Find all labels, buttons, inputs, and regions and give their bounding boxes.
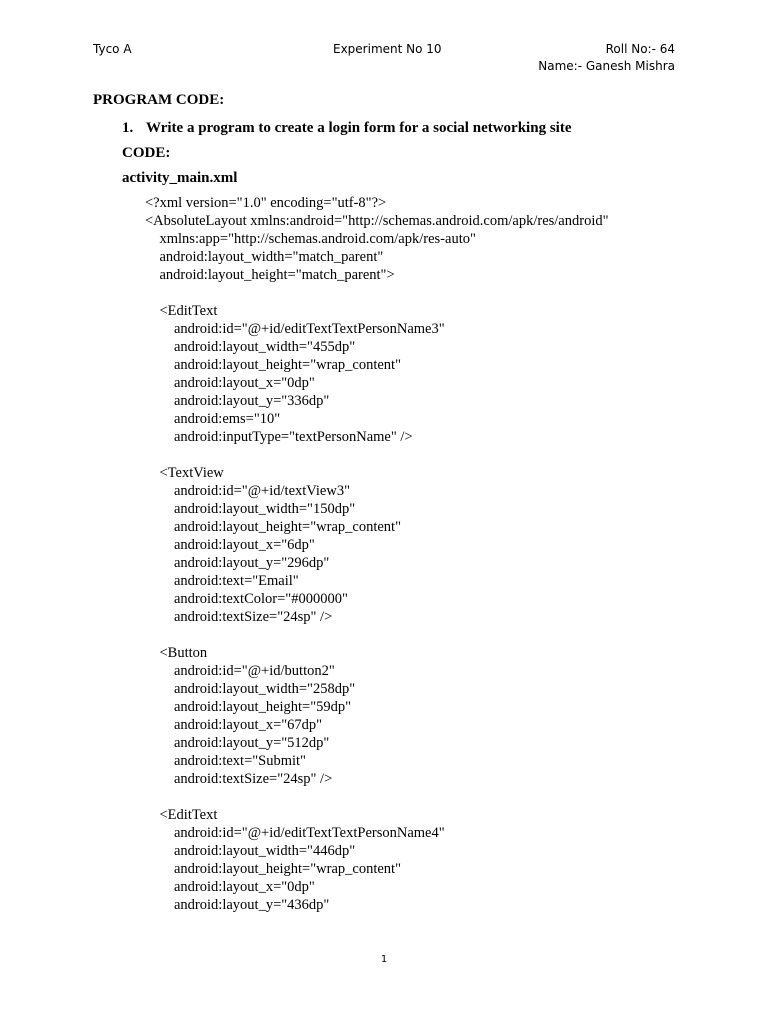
code-line: android:id="@+id/textView3"	[145, 483, 350, 499]
code-line: <EditText	[145, 303, 218, 319]
header-class: Tyco A	[93, 42, 132, 56]
code-block	[145, 194, 705, 914]
code-line: android:layout_x="0dp"	[145, 879, 315, 895]
page-number: 1	[380, 954, 388, 965]
code-line: android:layout_x="67dp"	[145, 717, 323, 733]
code-line: android:id="@+id/editTextTextPersonName3"	[145, 321, 445, 337]
code-line: android:layout_y="512dp"	[145, 735, 330, 751]
header-experiment: Experiment No 10	[333, 42, 442, 56]
code-line: <AbsoluteLayout xmlns:android="http://schemas.android.com/apk/res/android"	[145, 213, 609, 229]
question-number: 1.	[122, 120, 134, 136]
code-line: android:layout_y="296dp"	[145, 555, 330, 571]
code-line: android:id="@+id/button2"	[145, 663, 335, 679]
code-line: <Button	[145, 645, 208, 661]
code-line: android:layout_height="wrap_content"	[145, 861, 401, 877]
code-line: android:layout_width="455dp"	[145, 339, 356, 355]
section-title: PROGRAM CODE:	[93, 92, 225, 108]
question-text: Write a program to create a login form for a social networking site	[146, 120, 572, 136]
code-line: xmlns:app="http://schemas.android.com/apk/res-auto"	[145, 231, 476, 247]
header-roll-number: Roll No:- 64	[605, 42, 675, 56]
code-line: android:id="@+id/editTextTextPersonName4"	[145, 825, 445, 841]
code-line: <?xml version="1.0" encoding="utf-8"?>	[145, 195, 387, 211]
code-line	[145, 626, 705, 644]
code-line: android:layout_y="336dp"	[145, 393, 330, 409]
question	[122, 119, 571, 137]
code-line	[145, 788, 705, 806]
code-line: android:layout_y="436dp"	[145, 897, 330, 913]
code-line: android:textSize="24sp" />	[145, 771, 333, 787]
code-line: android:layout_height="match_parent">	[145, 267, 395, 283]
code-line: <EditText	[145, 807, 218, 823]
code-line: android:layout_width="150dp"	[145, 501, 356, 517]
code-line: android:text="Submit"	[145, 753, 306, 769]
code-line: <TextView	[145, 465, 224, 481]
code-line: android:layout_height="wrap_content"	[145, 357, 401, 373]
code-line: android:ems="10"	[145, 411, 281, 427]
code-line: android:textColor="#000000"	[145, 591, 348, 607]
code-line: android:layout_width="446dp"	[145, 843, 356, 859]
file-name: activity_main.xml	[122, 170, 238, 186]
code-line: android:layout_width="258dp"	[145, 681, 356, 697]
code-line: android:textSize="24sp" />	[145, 609, 333, 625]
code-line	[145, 446, 705, 464]
header-student-name: Name:- Ganesh Mishra	[538, 59, 675, 73]
code-line: android:layout_height="wrap_content"	[145, 519, 401, 535]
code-line: android:layout_width="match_parent"	[145, 249, 384, 265]
code-label: CODE:	[122, 145, 171, 161]
code-line: android:inputType="textPersonName" />	[145, 429, 413, 445]
code-line	[145, 284, 705, 302]
code-line: android:layout_x="0dp"	[145, 375, 315, 391]
code-line: android:layout_x="6dp"	[145, 537, 315, 553]
code-line: android:layout_height="59dp"	[145, 699, 352, 715]
code-line: android:text="Email"	[145, 573, 299, 589]
